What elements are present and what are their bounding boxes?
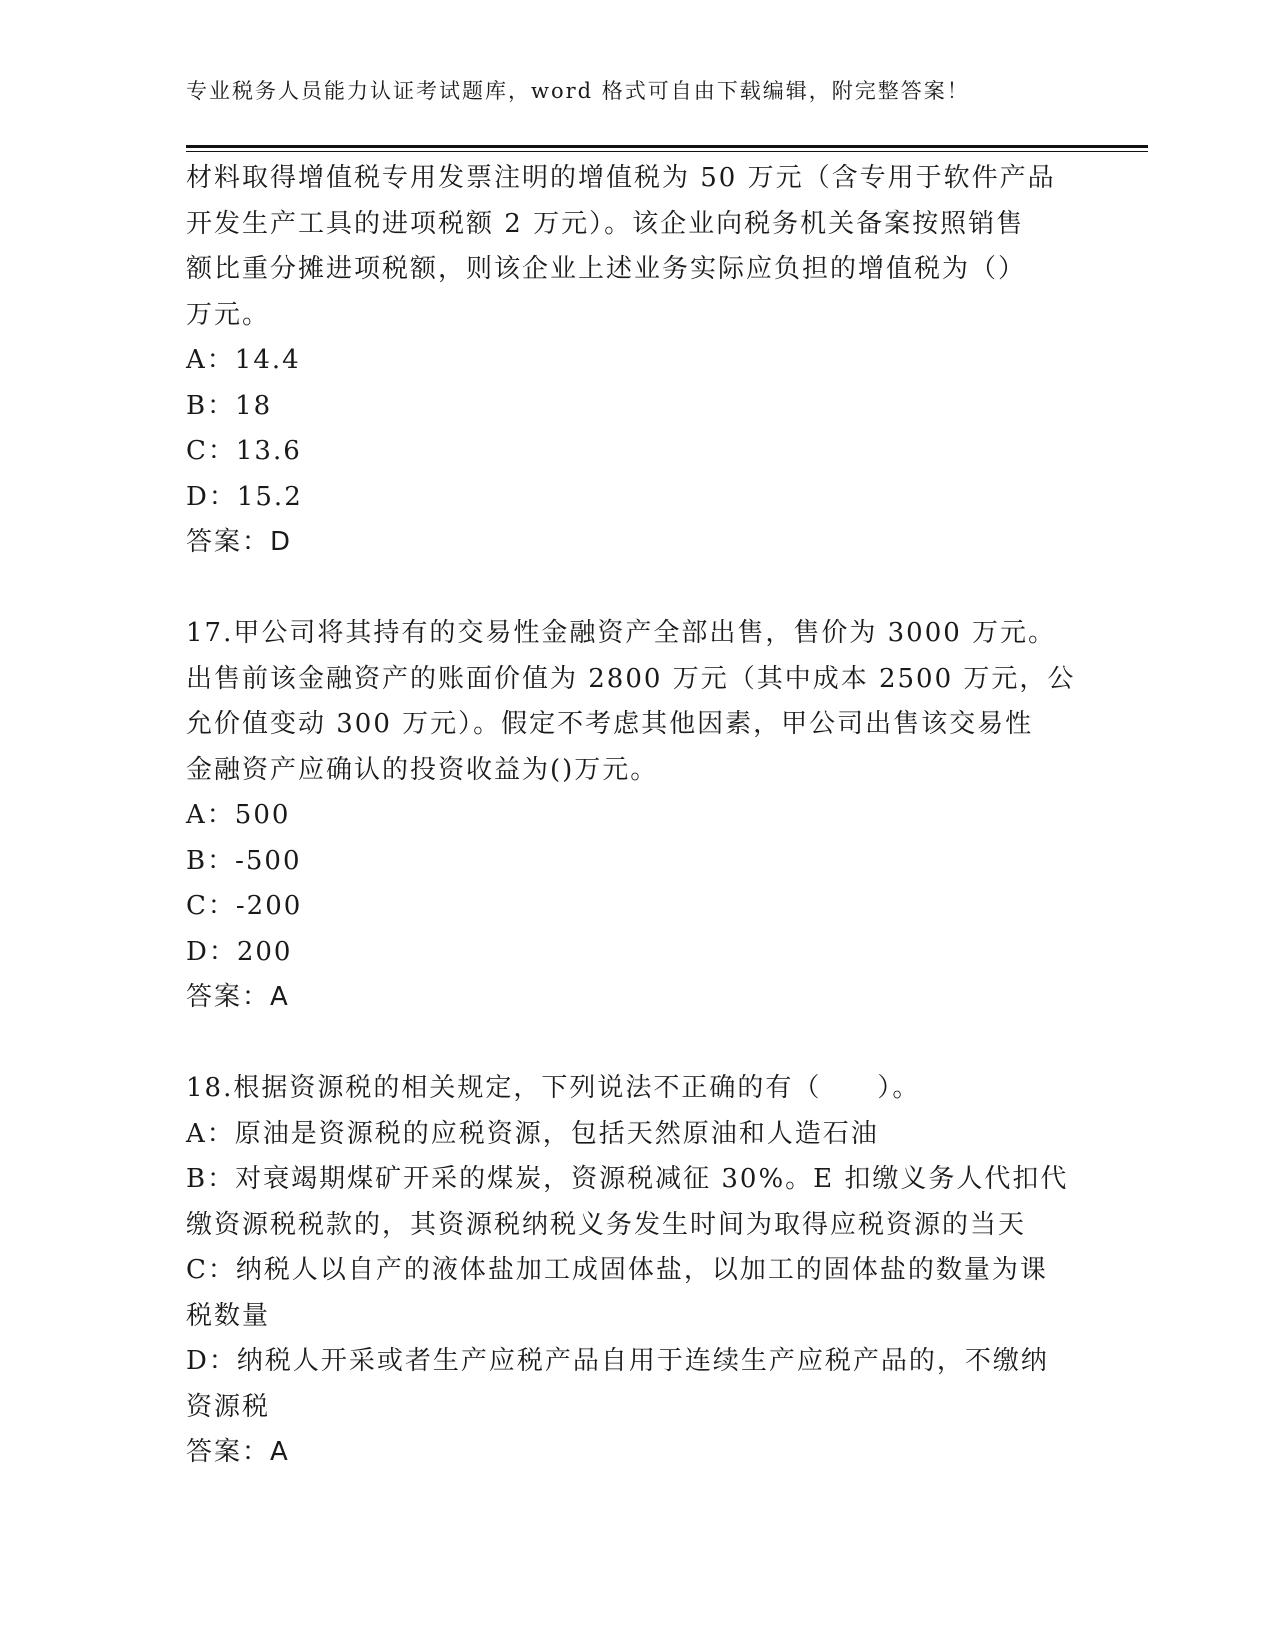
question-block	[186, 1066, 1086, 1476]
option-b: B：对衰竭期煤矿开采的煤炭，资源税减征 30%。E 扣缴义务人代扣代	[186, 1164, 1069, 1194]
answer-line: 答案：A	[186, 982, 290, 1012]
option-d: D：15.2	[186, 481, 303, 512]
question-block	[186, 156, 1086, 566]
question-text-line: 万元。	[186, 299, 271, 330]
option-c: C：13.6	[186, 436, 302, 466]
option-a: A：14.4	[186, 345, 301, 375]
option-d-continued: 资源税	[186, 1391, 271, 1422]
question-text-line: 开发生产工具的进项税额 2 万元）。该企业向税务机关备案按照销售	[186, 208, 1025, 239]
header-divider-thin	[186, 151, 1148, 152]
answer-line: 答案：D	[186, 527, 293, 557]
question-text-line: 允价值变动 300 万元）。假定不考虑其他因素，甲公司出售该交易性	[186, 709, 1034, 739]
spacer	[186, 1021, 1086, 1067]
option-c: C：-200	[186, 891, 303, 921]
question-text-line: 金融资产应确认的投资收益为()万元。	[186, 754, 659, 785]
option-b: B：-500	[186, 845, 302, 876]
option-c-continued: 税数量	[186, 1300, 271, 1331]
option-a: A：500	[186, 800, 291, 830]
option-d: D：纳税人开采或者生产应税产品自用于连续生产应税产品的，不缴纳	[186, 1346, 1049, 1376]
question-text-line: 17.甲公司将其持有的交易性金融资产全部出售，售价为 3000 万元。	[186, 618, 1057, 648]
question-text-line: 18.根据资源税的相关规定，下列说法不正确的有（ ）。	[186, 1073, 921, 1103]
option-d: D：200	[186, 936, 293, 967]
spacer	[186, 566, 1086, 612]
option-c: C：纳税人以自产的液体盐加工成固体盐，以加工的固体盐的数量为课	[186, 1255, 1048, 1285]
question-text-line: 材料取得增值税专用发票注明的增值税为 50 万元（含专用于软件产品	[186, 163, 1056, 193]
question-text-line: 出售前该金融资产的账面价值为 2800 万元（其中成本 2500 万元，公	[186, 663, 1076, 694]
answer-line: 答案：A	[186, 1437, 290, 1467]
option-b-continued: 缴资源税税款的，其资源税纳税义务发生时间为取得应税资源的当天	[186, 1209, 1027, 1240]
question-block	[186, 611, 1086, 1021]
question-content	[186, 156, 1086, 1476]
page-header: 专业税务人员能力认证考试题库，word 格式可自由下载编辑，附完整答案！	[186, 79, 970, 103]
question-text-line: 额比重分摊进项税额，则该企业上述业务实际应负担的增值税为（）	[186, 254, 1027, 284]
option-b: B：18	[186, 390, 273, 421]
header-divider	[186, 145, 1148, 148]
option-a: A：原油是资源税的应税资源，包括天然原油和人造石油	[186, 1118, 879, 1149]
